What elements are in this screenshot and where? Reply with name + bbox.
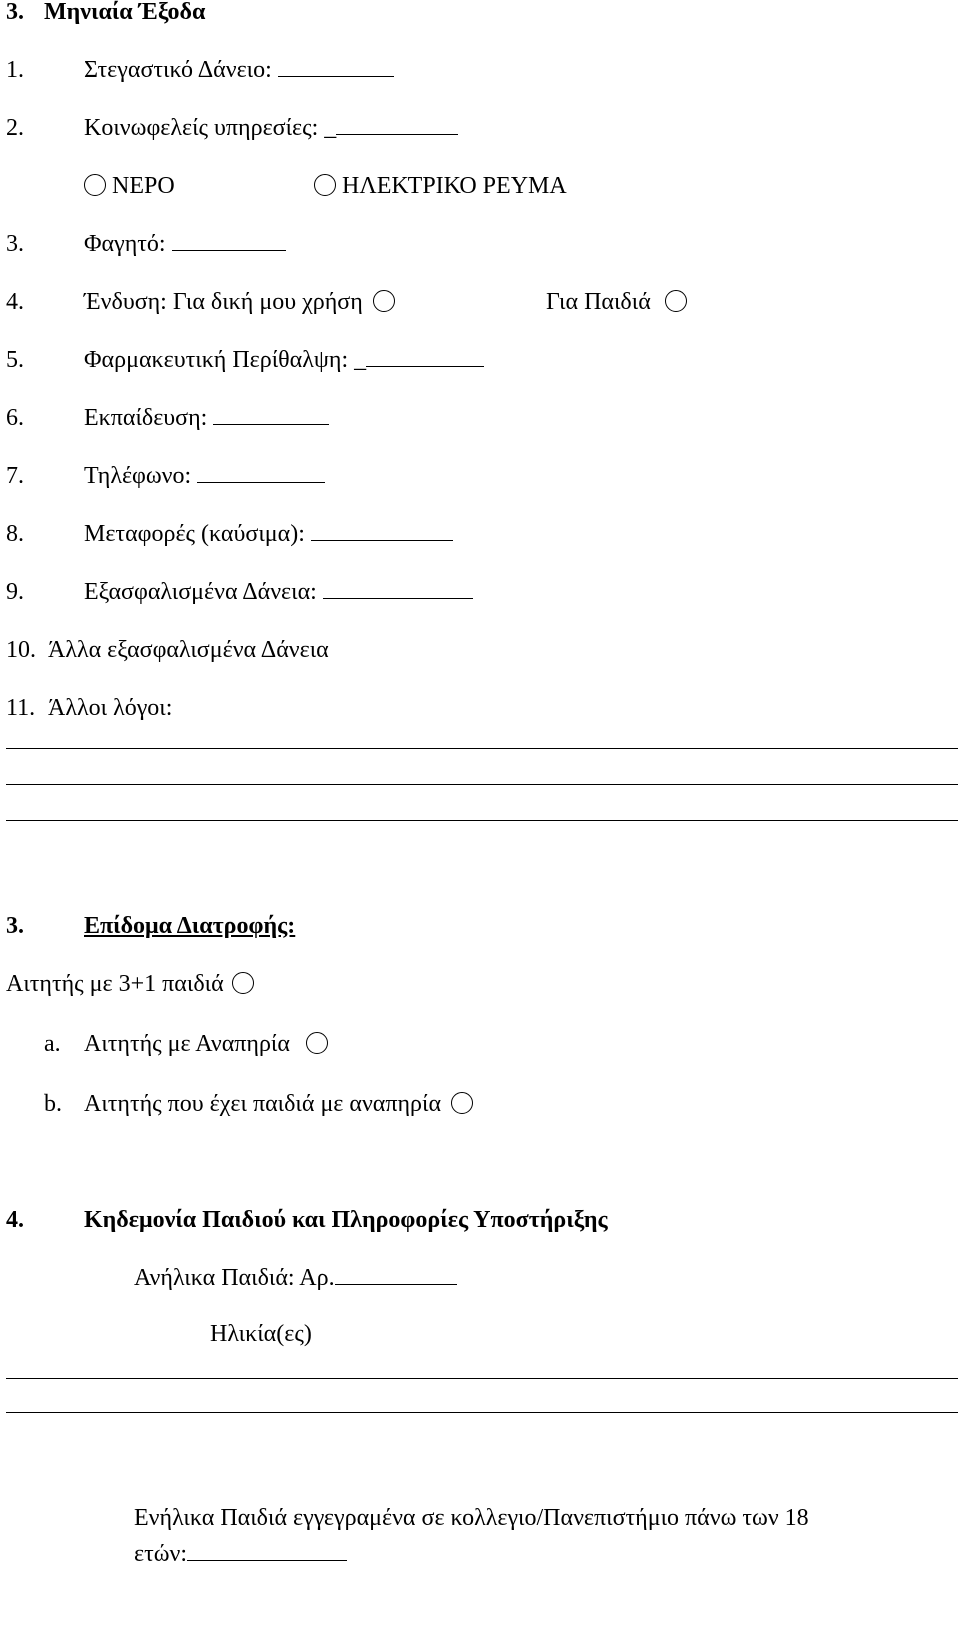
item-label: Εκπαίδευση: bbox=[84, 405, 208, 431]
section-number: 3. bbox=[6, 0, 24, 25]
item-number: 6. bbox=[6, 405, 24, 431]
item-number: 10. bbox=[6, 637, 36, 663]
section-title: Επίδομα Διατροφής: bbox=[84, 913, 296, 939]
adult-children-line-1 bbox=[134, 1504, 809, 1532]
item-label: Φαγητό: bbox=[84, 231, 166, 257]
children-ages bbox=[210, 1320, 312, 1348]
allowance-option-children bbox=[6, 970, 254, 998]
allowance-option-a bbox=[44, 1030, 328, 1058]
section-title: Μηνιαία Έξοδα bbox=[44, 0, 206, 25]
item-number: 11. bbox=[6, 695, 36, 721]
option-water bbox=[84, 172, 175, 200]
expense-housing-loan bbox=[6, 56, 394, 84]
option-electricity bbox=[314, 172, 567, 200]
expense-clothing bbox=[6, 288, 395, 316]
item-label: Μεταφορές (καύσιμα): bbox=[84, 521, 305, 547]
section-title: Κηδεμονία Παιδιού και Πληροφορίες Υποστήριξης bbox=[84, 1207, 608, 1233]
electricity-label: ΗΛΕΚΤΡΙΚΟ ΡΕΥΜΑ bbox=[342, 173, 567, 199]
minors-count-field[interactable] bbox=[335, 1264, 457, 1285]
item-number: 4. bbox=[6, 289, 24, 315]
section-number: 4. bbox=[6, 1207, 24, 1233]
utilities-field[interactable] bbox=[336, 114, 458, 135]
minors-label: Ανήλικα Παιδιά: Αρ. bbox=[134, 1265, 335, 1291]
minors-count bbox=[134, 1264, 457, 1292]
allowance-option-b bbox=[44, 1090, 473, 1118]
item-label: Άλλοι λόγοι: bbox=[48, 695, 173, 721]
adult-children-label: Ενήλικα Παιδιά εγγεγραμένα σε κολλεγιο/Πανεπιστήμιο πάνω των 18 bbox=[134, 1505, 809, 1531]
expense-secured-loans bbox=[6, 578, 473, 606]
item-number: 2. bbox=[6, 115, 24, 141]
food-field[interactable] bbox=[172, 230, 286, 251]
item-label: Τηλέφωνο: bbox=[84, 463, 192, 489]
water-radio[interactable] bbox=[84, 174, 106, 196]
other-reasons-line-1[interactable] bbox=[6, 748, 958, 749]
option-number: a. bbox=[44, 1031, 61, 1057]
clothing-children-radio[interactable] bbox=[665, 290, 687, 312]
expense-food bbox=[6, 230, 286, 258]
item-number: 3. bbox=[6, 231, 24, 257]
expense-education bbox=[6, 404, 329, 432]
disability-radio[interactable] bbox=[306, 1032, 328, 1054]
item-number: 8. bbox=[6, 521, 24, 547]
other-reasons-line-2[interactable] bbox=[6, 784, 958, 785]
section-4-heading bbox=[6, 1206, 608, 1234]
other-reasons-line-3[interactable] bbox=[6, 820, 958, 821]
item-label: Φαρμακευτική Περίθαλψη: _ bbox=[84, 347, 367, 373]
expense-medical bbox=[6, 346, 484, 374]
education-field[interactable] bbox=[213, 404, 329, 425]
item-number: 5. bbox=[6, 347, 24, 373]
option-number: b. bbox=[44, 1091, 62, 1117]
item-label: Στεγαστικό Δάνειο: bbox=[84, 57, 272, 83]
item-number: 1. bbox=[6, 57, 24, 83]
expense-other-reasons bbox=[6, 694, 172, 722]
option-label: Αιτητής που έχει παιδιά με αναπηρία bbox=[84, 1091, 442, 1117]
option-label: Αιτητής με 3+1 παιδιά bbox=[6, 971, 224, 997]
ages-label: Ηλικία(ες) bbox=[210, 1321, 312, 1347]
adult-children-line-2 bbox=[134, 1540, 347, 1568]
expense-other-secured-loans bbox=[6, 636, 329, 664]
item-label: Εξασφαλισμένα Δάνεια: bbox=[84, 579, 317, 605]
item-label: Άλλα εξασφαλισμένα Δάνεια bbox=[48, 637, 329, 663]
item-label: Ένδυση: Για δική μου χρήση bbox=[84, 289, 363, 315]
section-number: 3. bbox=[6, 913, 24, 939]
clothing-self-radio[interactable] bbox=[373, 290, 395, 312]
section-3-heading bbox=[6, 0, 205, 26]
expense-utilities bbox=[6, 114, 458, 142]
transport-field[interactable] bbox=[311, 520, 453, 541]
years-label: ετών: bbox=[134, 1541, 188, 1567]
children-disability-radio[interactable] bbox=[451, 1092, 473, 1114]
phone-field[interactable] bbox=[197, 462, 325, 483]
option-label: Αιτητής με Αναπηρία bbox=[84, 1031, 290, 1057]
item-number: 9. bbox=[6, 579, 24, 605]
item-number: 7. bbox=[6, 463, 24, 489]
expense-transport bbox=[6, 520, 453, 548]
ages-line-2[interactable] bbox=[6, 1412, 958, 1413]
ages-line-1[interactable] bbox=[6, 1378, 958, 1379]
option-clothing-children bbox=[546, 288, 687, 316]
children-3plus1-radio[interactable] bbox=[232, 972, 254, 994]
adult-children-field[interactable] bbox=[187, 1540, 347, 1561]
clothing-children-label: Για Παιδιά bbox=[546, 289, 651, 315]
expense-phone bbox=[6, 462, 325, 490]
medical-field[interactable] bbox=[366, 346, 484, 367]
secured-loans-field[interactable] bbox=[323, 578, 473, 599]
item-label: Κοινωφελείς υπηρεσίες: _ bbox=[84, 115, 337, 141]
allowance-heading bbox=[6, 912, 295, 940]
electricity-radio[interactable] bbox=[314, 174, 336, 196]
water-label: ΝΕΡΟ bbox=[112, 173, 175, 199]
housing-loan-field[interactable] bbox=[278, 56, 394, 77]
